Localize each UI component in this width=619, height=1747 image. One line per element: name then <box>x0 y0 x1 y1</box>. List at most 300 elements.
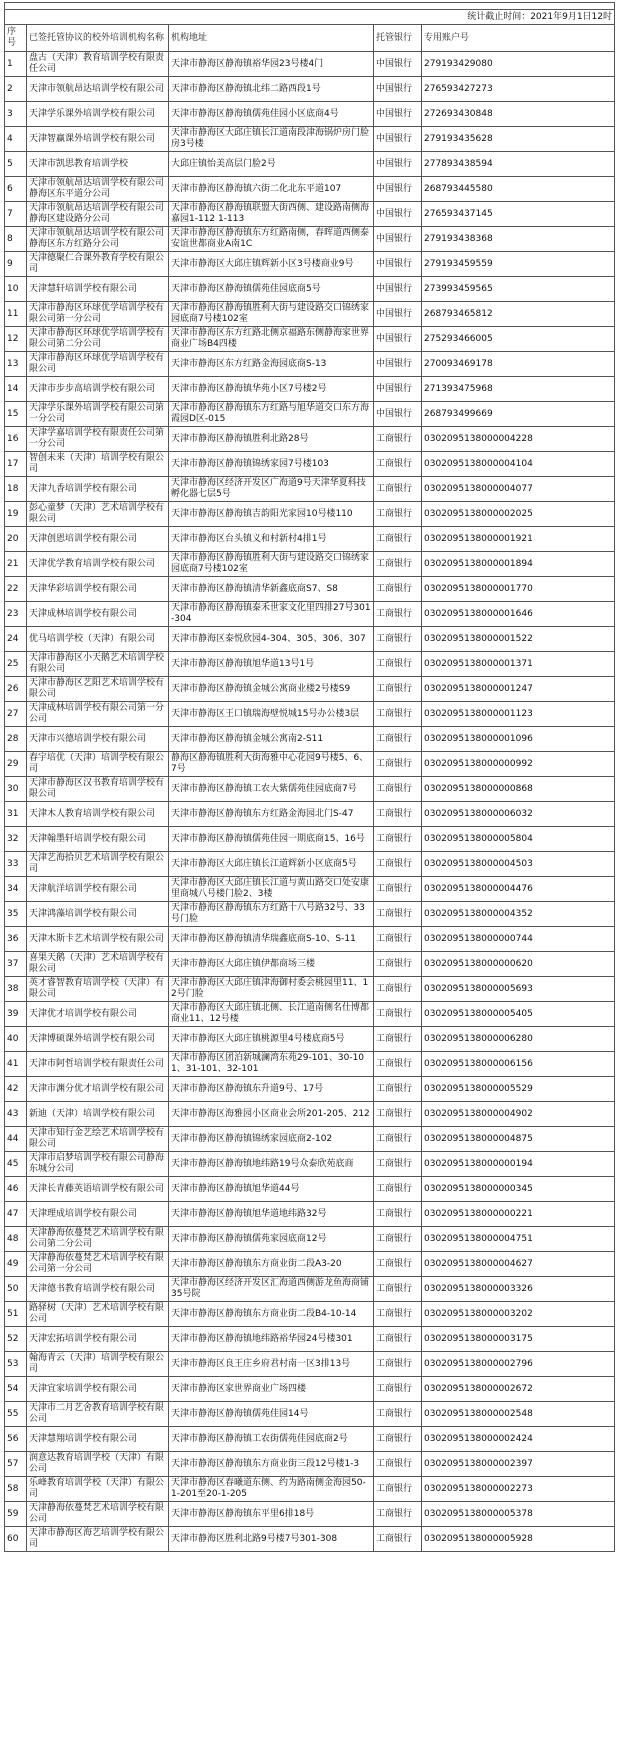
cell-account: 279193438368 <box>422 227 615 252</box>
cell-name: 天津市领航昂达培训学校有限公司静海区东平道分公司 <box>27 177 169 202</box>
cell-account: 276593427273 <box>422 77 615 102</box>
cell-address: 天津市静海区静海镇旭华道44号 <box>169 1177 374 1202</box>
cell-address: 天津市静海区大邱庄镇津海御村委会桃园里11、12号门脸 <box>169 977 374 1002</box>
cell-name: 天津静海依蔓梵艺术培训学校有限公司第一分公司 <box>27 1252 169 1277</box>
cell-no: 27 <box>5 702 27 727</box>
cell-address: 天津市静海区静海镇胜利大街与建设路交口锦绣家园底商7号楼102室 <box>169 552 374 577</box>
cell-account: 0302095138000005804 <box>422 827 615 852</box>
stat-time-row <box>5 10 615 25</box>
cell-account: 273993459565 <box>422 277 615 302</box>
table-row <box>5 802 615 827</box>
cell-no: 55 <box>5 1402 27 1427</box>
table-row <box>5 277 615 302</box>
cell-address: 天津市静海区静海镇旭华道地纬路32号 <box>169 1202 374 1227</box>
cell-name: 乐峰教育培训学校（天津）有限公司 <box>27 1477 169 1502</box>
cell-address: 天津市静海区静海镇裕华园23号楼4门 <box>169 52 374 77</box>
cell-address: 天津市静海区静海镇东方商业街三段12号楼1-3 <box>169 1452 374 1477</box>
cell-bank: 工商银行 <box>374 1177 422 1202</box>
cell-account: 0302095138000004104 <box>422 452 615 477</box>
cell-no: 38 <box>5 977 27 1002</box>
cell-bank: 工商银行 <box>374 452 422 477</box>
cell-account: 0302095138000005405 <box>422 1002 615 1027</box>
cell-address: 天津市静海区静海镇锦绣家园7号楼103 <box>169 452 374 477</box>
cell-name: 新迪（天津）培训学校有限公司 <box>27 1102 169 1127</box>
cell-name: 天津慧翔培训学校有限公司 <box>27 1427 169 1452</box>
cell-address: 天津市静海区大邱庄镇长江道辉新小区底商5号 <box>169 852 374 877</box>
cell-no: 23 <box>5 602 27 627</box>
cell-name: 天津学乐课外培训学校有限公司第一分公司 <box>27 402 169 427</box>
cell-bank: 工商银行 <box>374 1127 422 1152</box>
table-row <box>5 152 615 177</box>
cell-name: 天津航洋培训学校有限公司 <box>27 877 169 902</box>
cell-address: 天津市静海区东方红路北侧京福路东侧静海家世界商业广场B4四楼 <box>169 327 374 352</box>
cell-name: 智创未来（天津）培训学校有限公司 <box>27 452 169 477</box>
cell-name: 天津学乐课外培训学校有限公司 <box>27 102 169 127</box>
cell-no: 30 <box>5 777 27 802</box>
cell-bank: 工商银行 <box>374 427 422 452</box>
cell-address: 天津市静海区静海镇华苑小区7号楼2号 <box>169 377 374 402</box>
cell-name: 天津市领航昂达培训学校有限公司静海区建设路分公司 <box>27 202 169 227</box>
cell-account: 272693430848 <box>422 102 615 127</box>
table-row <box>5 877 615 902</box>
cell-bank: 工商银行 <box>374 1377 422 1402</box>
cell-address: 天津市静海区静海镇地纬路19号众泰欣苑底商 <box>169 1152 374 1177</box>
cell-bank: 中国银行 <box>374 302 422 327</box>
cell-no: 56 <box>5 1427 27 1452</box>
cell-account: 277893438594 <box>422 152 615 177</box>
cell-no: 9 <box>5 252 27 277</box>
header-address: 机构地址 <box>169 25 374 52</box>
cell-bank: 中国银行 <box>374 252 422 277</box>
cell-name: 天津德聚仁合课外教育学校有限公司 <box>27 252 169 277</box>
table-row <box>5 77 615 102</box>
cell-address: 天津市静海区春曦道东侧、约为路南侧金海园50-1-201至20-1-205 <box>169 1477 374 1502</box>
cell-bank: 工商银行 <box>374 1277 422 1302</box>
cell-account: 0302095138000000620 <box>422 952 615 977</box>
cell-name: 天津慧轩培训学校有限公司 <box>27 277 169 302</box>
cell-name: 天津木斯卡艺术培训学校有限公司 <box>27 927 169 952</box>
table-row <box>5 1052 615 1077</box>
table-row <box>5 302 615 327</box>
cell-no: 22 <box>5 577 27 602</box>
cell-no: 13 <box>5 352 27 377</box>
cell-name: 天津艺海拾贝艺术培训学校有限公司 <box>27 852 169 877</box>
table-row <box>5 1302 615 1327</box>
cell-no: 37 <box>5 952 27 977</box>
cell-account: 0302095138000004751 <box>422 1227 615 1252</box>
table-row <box>5 627 615 652</box>
cell-no: 1 <box>5 52 27 77</box>
cell-bank: 中国银行 <box>374 227 422 252</box>
table-row <box>5 577 615 602</box>
table-row <box>5 1402 615 1427</box>
table-row <box>5 252 615 277</box>
header-bank: 托管银行 <box>374 25 422 52</box>
cell-bank: 工商银行 <box>374 1402 422 1427</box>
table-row <box>5 1352 615 1377</box>
cell-no: 43 <box>5 1102 27 1127</box>
cell-account: 0302095138000003326 <box>422 1277 615 1302</box>
cell-account: 0302095138000004228 <box>422 427 615 452</box>
table-row <box>5 852 615 877</box>
table-row <box>5 1177 615 1202</box>
cell-bank: 工商银行 <box>374 602 422 627</box>
cell-name: 春宇培优（天津）培训学校有限公司 <box>27 752 169 777</box>
cell-name: 彭心童梦（天津）艺术培训学校有限公司 <box>27 502 169 527</box>
cell-no: 40 <box>5 1027 27 1052</box>
table-row <box>5 477 615 502</box>
cell-no: 7 <box>5 202 27 227</box>
cell-account: 0302095138000001921 <box>422 527 615 552</box>
cell-bank: 工商银行 <box>374 1352 422 1377</box>
cell-account: 0302095138000006280 <box>422 1027 615 1052</box>
cell-no: 32 <box>5 827 27 852</box>
cell-bank: 工商银行 <box>374 502 422 527</box>
cell-name: 天津成林培训学校有限公司第一分公司 <box>27 702 169 727</box>
cell-bank: 工商银行 <box>374 1477 422 1502</box>
table-row <box>5 702 615 727</box>
cell-bank: 工商银行 <box>374 827 422 852</box>
cell-name: 天津市领航昂达培训学校有限公司静海区东方红路分公司 <box>27 227 169 252</box>
cell-account: 0302095138000001522 <box>422 627 615 652</box>
table-row <box>5 1002 615 1027</box>
cell-name: 天津理成培训学校有限公司 <box>27 1202 169 1227</box>
cell-address: 天津市静海区静海镇东方红路金海园北门S-47 <box>169 802 374 827</box>
cell-no: 52 <box>5 1327 27 1352</box>
cell-bank: 中国银行 <box>374 52 422 77</box>
cell-bank: 工商银行 <box>374 1027 422 1052</box>
cell-account: 0302095138000000221 <box>422 1202 615 1227</box>
cell-bank: 工商银行 <box>374 652 422 677</box>
cell-bank: 工商银行 <box>374 927 422 952</box>
cell-name: 天津优才培训学校有限公司 <box>27 1002 169 1027</box>
cell-no: 51 <box>5 1302 27 1327</box>
cell-address: 天津市静海区大邱庄镇桃源里4号楼底商5号 <box>169 1027 374 1052</box>
cell-bank: 工商银行 <box>374 577 422 602</box>
table-row <box>5 1102 615 1127</box>
cell-no: 15 <box>5 402 27 427</box>
cell-no: 42 <box>5 1077 27 1102</box>
cell-account: 0302095138000001247 <box>422 677 615 702</box>
table-row <box>5 727 615 752</box>
cell-address: 天津市静海区良王庄乡府君村南一区3排13号 <box>169 1352 374 1377</box>
cell-name: 天津市凯思教育培训学校 <box>27 152 169 177</box>
cell-no: 26 <box>5 677 27 702</box>
cell-address: 天津市静海区静海镇锦绣家园底商2-102 <box>169 1127 374 1152</box>
cell-bank: 中国银行 <box>374 402 422 427</box>
table-row <box>5 177 615 202</box>
cell-no: 16 <box>5 427 27 452</box>
cell-bank: 中国银行 <box>374 177 422 202</box>
table-row <box>5 1277 615 1302</box>
table-row <box>5 202 615 227</box>
table-body <box>5 3 615 1552</box>
cell-bank: 中国银行 <box>374 152 422 177</box>
cell-account: 0302095138000002424 <box>422 1427 615 1452</box>
cell-account: 0302095138000005693 <box>422 977 615 1002</box>
cell-account: 279193429080 <box>422 52 615 77</box>
cell-account: 0302095138000005928 <box>422 1527 615 1552</box>
cell-address: 天津市静海区静海镇东方红路南侧，春晖道西侧泰安谊世都商业A南1C <box>169 227 374 252</box>
cell-no: 36 <box>5 927 27 952</box>
table-row <box>5 1427 615 1452</box>
cell-address: 天津市静海区经济开发区汇海道西侧游龙鱼海商铺35号院 <box>169 1277 374 1302</box>
cell-bank: 中国银行 <box>374 77 422 102</box>
cell-bank: 中国银行 <box>374 327 422 352</box>
cell-address: 天津市静海区静海镇六街二化北东平道107 <box>169 177 374 202</box>
header-account: 专用账户号 <box>422 25 615 52</box>
cell-address: 天津市静海区静海镇泰禾世家文化里四排27号301-304 <box>169 602 374 627</box>
cell-bank: 中国银行 <box>374 377 422 402</box>
cell-address: 天津市静海区静海镇儒苑佳园一期底商15、16号 <box>169 827 374 852</box>
cell-bank: 中国银行 <box>374 352 422 377</box>
cell-name: 天津市静海区小天鹅艺术培训学校有限公司 <box>27 652 169 677</box>
cell-bank: 工商银行 <box>374 702 422 727</box>
cell-account: 0302095138000002025 <box>422 502 615 527</box>
table-row <box>5 127 615 152</box>
table-row <box>5 1202 615 1227</box>
cell-address: 天津市静海区胜利北路9号楼7号301-308 <box>169 1527 374 1552</box>
cell-name: 天津市步步高培训学校有限公司 <box>27 377 169 402</box>
cell-name: 天津市静海区环球优学培训学校有限公司 <box>27 352 169 377</box>
cell-address: 天津市静海区家世界商业广场四楼 <box>169 1377 374 1402</box>
cell-account: 0302095138000004503 <box>422 852 615 877</box>
cell-address: 天津市静海区静海镇旭华道13号1号 <box>169 652 374 677</box>
cell-no: 10 <box>5 277 27 302</box>
table-row <box>5 1027 615 1052</box>
cell-account: 0302095138000004902 <box>422 1102 615 1127</box>
table-row <box>5 1502 615 1527</box>
cell-address: 天津市静海区团泊新城澜湾东苑29-101、30-101、31-101、32-101 <box>169 1052 374 1077</box>
cell-address: 天津市静海区大邱庄镇伊都商场三楼 <box>169 952 374 977</box>
cell-name: 天津宜家培训学校有限公司 <box>27 1377 169 1402</box>
cell-address: 天津市静海区东方红路金海园底商S-13 <box>169 352 374 377</box>
cell-account: 0302095138000002796 <box>422 1352 615 1377</box>
cell-account: 0302095138000002672 <box>422 1377 615 1402</box>
cell-account: 0302095138000003202 <box>422 1302 615 1327</box>
cell-no: 34 <box>5 877 27 902</box>
cell-name: 天津市静海区艺阳艺术培训学校有限公司 <box>27 677 169 702</box>
cell-no: 3 <box>5 102 27 127</box>
cell-bank: 工商银行 <box>374 902 422 927</box>
cell-address: 天津市静海区泰悦欣园4-304、305、306、307 <box>169 627 374 652</box>
cell-address: 天津市静海区静海镇东升道9号、17号 <box>169 1077 374 1102</box>
cell-no: 53 <box>5 1352 27 1377</box>
cell-no: 18 <box>5 477 27 502</box>
cell-bank: 中国银行 <box>374 202 422 227</box>
cell-name: 天津市静海区汉书教育培训学校有限公司 <box>27 777 169 802</box>
cell-bank: 工商银行 <box>374 727 422 752</box>
cell-no: 28 <box>5 727 27 752</box>
cell-bank: 工商银行 <box>374 1427 422 1452</box>
cell-name: 天津优学教育培训学校有限公司 <box>27 552 169 577</box>
stat-time: 统计截止时间：2021年9月1日12时 <box>5 10 615 25</box>
cell-name: 天津宏拓培训学校有限公司 <box>27 1327 169 1352</box>
table-row <box>5 777 615 802</box>
cell-account: 0302095138000000345 <box>422 1177 615 1202</box>
cell-no: 14 <box>5 377 27 402</box>
cell-address: 天津市静海区静海镇地纬路裕华园24号楼301 <box>169 1327 374 1352</box>
cell-address: 天津市静海区静海镇联盟大街西侧、建设路南侧海嘉园1-112 1-113 <box>169 202 374 227</box>
cell-address: 静海区静海镇胜利大街海雅中心花园9号楼5、6、7号 <box>169 752 374 777</box>
cell-no: 12 <box>5 327 27 352</box>
cell-bank: 工商银行 <box>374 952 422 977</box>
cell-bank: 工商银行 <box>374 1002 422 1027</box>
cell-name: 天津华彩培训学校有限公司 <box>27 577 169 602</box>
table-row <box>5 502 615 527</box>
table-row <box>5 427 615 452</box>
cell-bank: 工商银行 <box>374 1152 422 1177</box>
cell-name: 天津市启梦培训学校有限公司静海东城分公司 <box>27 1152 169 1177</box>
table-row <box>5 377 615 402</box>
cell-bank: 中国银行 <box>374 102 422 127</box>
cell-no: 17 <box>5 452 27 477</box>
cell-name: 天津市静海区环球优学培训学校有限公司第一分公司 <box>27 302 169 327</box>
cell-bank: 中国银行 <box>374 127 422 152</box>
cell-account: 0302095138000004352 <box>422 902 615 927</box>
cell-no: 47 <box>5 1202 27 1227</box>
table-row <box>5 1127 615 1152</box>
cell-address: 天津市静海区静海镇清华新鑫底商S7、S8 <box>169 577 374 602</box>
cell-no: 2 <box>5 77 27 102</box>
table-row <box>5 977 615 1002</box>
table-row <box>5 1527 615 1552</box>
cell-no: 46 <box>5 1177 27 1202</box>
cell-address: 天津市静海区静海镇清华瑞鑫底商S-10、S-11 <box>169 927 374 952</box>
cell-account: 0302095138000004077 <box>422 477 615 502</box>
table-row <box>5 52 615 77</box>
cell-account: 279193435628 <box>422 127 615 152</box>
cell-address: 天津市静海区静海镇胜利北路28号 <box>169 427 374 452</box>
table-row <box>5 1452 615 1477</box>
cell-no: 44 <box>5 1127 27 1152</box>
cell-account: 0302095138000000868 <box>422 777 615 802</box>
cell-name: 天津市渊分优才培训学校有限公司 <box>27 1077 169 1102</box>
cell-no: 31 <box>5 802 27 827</box>
cell-name: 英才睿智教育培训学校（天津）有限公司 <box>27 977 169 1002</box>
cell-address: 天津市静海区静海镇东方红路与旭华道交口东方海霞园D区-015 <box>169 402 374 427</box>
cell-address: 天津市静海区静海镇儒苑家园底商12号 <box>169 1227 374 1252</box>
cell-address: 天津市静海区王口镇瑞海壁悦城15号办公楼3层 <box>169 702 374 727</box>
cell-no: 58 <box>5 1477 27 1502</box>
cell-account: 0302095138000000194 <box>422 1152 615 1177</box>
cell-account: 0302095138000001096 <box>422 727 615 752</box>
cell-bank: 工商银行 <box>374 527 422 552</box>
cell-account: 0302095138000000992 <box>422 752 615 777</box>
cell-address: 天津市静海区大邱庄镇长江道南段津海锅炉房门脸房3号楼 <box>169 127 374 152</box>
cell-no: 50 <box>5 1277 27 1302</box>
cell-no: 29 <box>5 752 27 777</box>
cell-bank: 工商银行 <box>374 977 422 1002</box>
cell-account: 279193459559 <box>422 252 615 277</box>
cell-no: 19 <box>5 502 27 527</box>
cell-no: 35 <box>5 902 27 927</box>
table-row <box>5 1377 615 1402</box>
cell-account: 0302095138000002397 <box>422 1452 615 1477</box>
cell-bank: 工商银行 <box>374 1527 422 1552</box>
table-row <box>5 752 615 777</box>
table-row <box>5 527 615 552</box>
cell-no: 20 <box>5 527 27 552</box>
cell-address: 天津市静海区海雅园小区商业会所201-205、212 <box>169 1102 374 1127</box>
table-row <box>5 1252 615 1277</box>
cell-address: 天津市静海区静海镇东平里6排18号 <box>169 1502 374 1527</box>
table-row <box>5 552 615 577</box>
table-row <box>5 827 615 852</box>
institution-table <box>4 2 615 1552</box>
table-row <box>5 1077 615 1102</box>
cell-address: 天津市静海区静海镇吉韵阳光家园10号楼110 <box>169 502 374 527</box>
cell-name: 天津市静海区环球优学培训学校有限公司第二分公司 <box>27 327 169 352</box>
cell-account: 0302095138000000744 <box>422 927 615 952</box>
cell-name: 天津市二月艺舍教育培训学校有限公司 <box>27 1402 169 1427</box>
cell-no: 49 <box>5 1252 27 1277</box>
cell-name: 盘古（天津）教育培训学校有限责任公司 <box>27 52 169 77</box>
cell-name: 天津长青藤英语培训学校有限公司 <box>27 1177 169 1202</box>
cell-bank: 工商银行 <box>374 1052 422 1077</box>
cell-name: 优马培训学校（天津）有限公司 <box>27 627 169 652</box>
table-row <box>5 402 615 427</box>
cell-account: 0302095138000006032 <box>422 802 615 827</box>
cell-name: 润意达教育培训学校（天津）有限公司 <box>27 1452 169 1477</box>
cell-address: 天津市静海区静海镇金城公寓南2-S11 <box>169 727 374 752</box>
cell-name: 翰海青云（天津）培训学校有限公司 <box>27 1352 169 1377</box>
cell-account: 0302095138000004476 <box>422 877 615 902</box>
cell-address: 天津市静海区静海镇儒苑佳园14号 <box>169 1402 374 1427</box>
cell-name: 天津市领航昂达培训学校有限公司 <box>27 77 169 102</box>
cell-bank: 工商银行 <box>374 677 422 702</box>
cell-bank: 工商银行 <box>374 477 422 502</box>
cell-name: 天津博硕课外培训学校有限公司 <box>27 1027 169 1052</box>
cell-no: 21 <box>5 552 27 577</box>
table-row <box>5 327 615 352</box>
cell-account: 0302095138000001894 <box>422 552 615 577</box>
cell-no: 48 <box>5 1227 27 1252</box>
cell-name: 喜果天鹅（天津）艺术培训学校有限公司 <box>27 952 169 977</box>
cell-account: 275293466005 <box>422 327 615 352</box>
cell-no: 4 <box>5 127 27 152</box>
top-blank-row <box>5 3 615 10</box>
cell-no: 24 <box>5 627 27 652</box>
cell-no: 39 <box>5 1002 27 1027</box>
table-row <box>5 902 615 927</box>
cell-no: 25 <box>5 652 27 677</box>
table-row <box>5 677 615 702</box>
header-no: 序号 <box>5 25 27 52</box>
cell-account: 0302095138000002273 <box>422 1477 615 1502</box>
cell-name: 天津市阿哲培训学校有限责任公司 <box>27 1052 169 1077</box>
cell-bank: 工商银行 <box>374 752 422 777</box>
cell-name: 天津市知行金艺绘艺术培训学校有限公司 <box>27 1127 169 1152</box>
table-row <box>5 952 615 977</box>
spreadsheet <box>4 2 615 1552</box>
table-row <box>5 1477 615 1502</box>
cell-bank: 工商银行 <box>374 1202 422 1227</box>
cell-account: 0302095138000003175 <box>422 1327 615 1352</box>
cell-bank: 工商银行 <box>374 877 422 902</box>
cell-bank: 工商银行 <box>374 1252 422 1277</box>
cell-account: 0302095138000005378 <box>422 1502 615 1527</box>
table-row <box>5 1227 615 1252</box>
cell-name: 天津智赢课外培训学校有限公司 <box>27 127 169 152</box>
cell-bank: 工商银行 <box>374 852 422 877</box>
cell-address: 天津市静海区经济开发区广海道9号天津华夏科技孵化器七层5号 <box>169 477 374 502</box>
cell-account: 0302095138000001123 <box>422 702 615 727</box>
cell-no: 54 <box>5 1377 27 1402</box>
cell-bank: 中国银行 <box>374 277 422 302</box>
cell-account: 0302095138000002548 <box>422 1402 615 1427</box>
cell-address: 天津市静海区大邱庄镇辉新小区3号楼商业9号 <box>169 252 374 277</box>
